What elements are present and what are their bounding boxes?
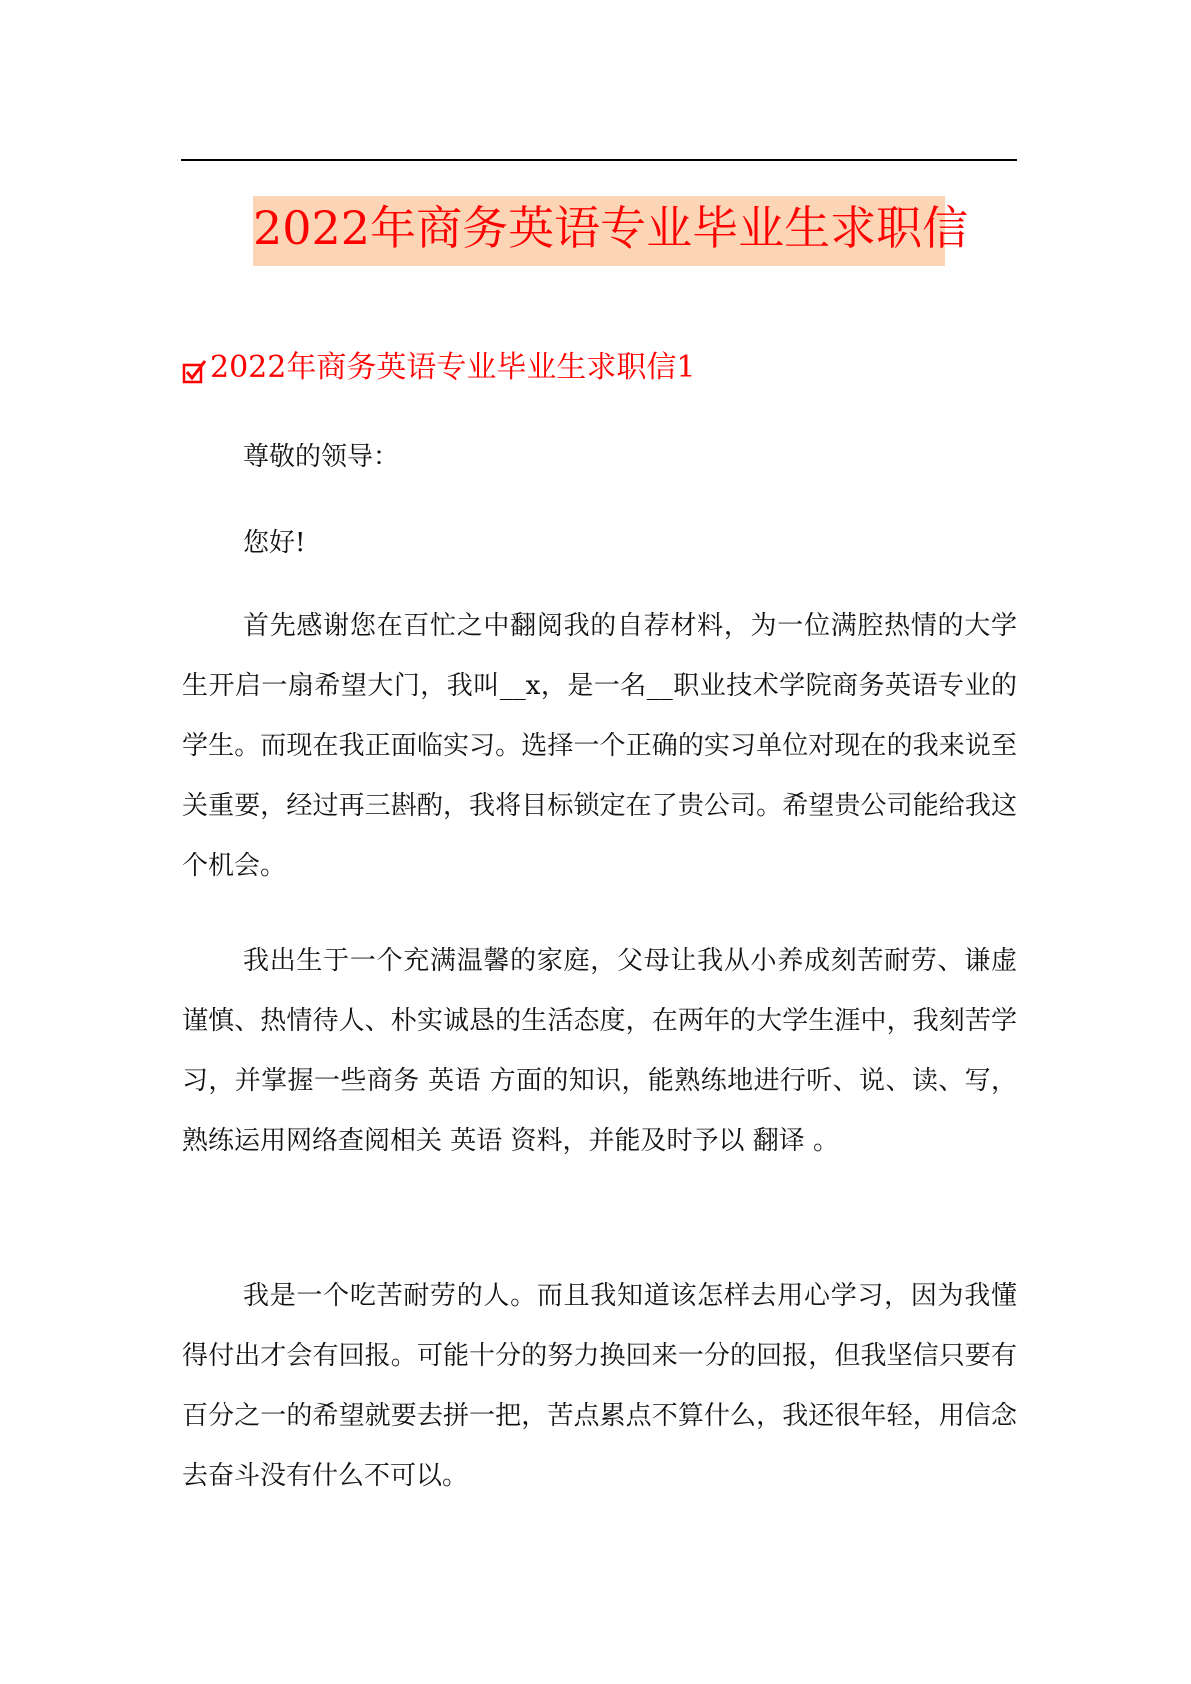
section-heading: [182, 344, 695, 392]
title-highlight: [253, 196, 969, 266]
header-rule: [181, 159, 1017, 161]
checkbox-check-icon: [182, 359, 208, 385]
document-title: 2022年商务英语专业毕业生求职信: [253, 201, 969, 255]
greeting: 您好!: [243, 528, 306, 558]
body-paragraph-1: 首先感谢您在百忙之中翻阅我的自荐材料，为一位满腔热情的大学生开启一扇希望大门，我叫__x，是一名__职业技术学院商务英语专业的学生。而现在我正面临实习。选择一个正确的实习单位对现在的我来说至关重要，经过再三斟酌，我将目标锁定在了贵公司。希望贵公司能给我这个机会。: [182, 611, 1017, 881]
body-paragraph-3: 我是一个吃苦耐劳的人。而且我知道该怎样去用心学习，因为我懂得付出才会有回报。可能十分的努力换回来一分的回报，但我坚信只要有百分之一的希望就要去拼一把，苦点累点不算什么，我还很年轻，用信念去奋斗没有什么不可以。: [182, 1281, 1017, 1491]
body-paragraph-2: 我出生于一个充满温馨的家庭，父母让我从小养成刻苦耐劳、谦虚谨慎、热情待人、朴实诚恳的生活态度，在两年的大学生涯中，我刻苦学习，并掌握一些商务 英语 方面的知识，能熟练地进行听、说、读、写，熟练运用网络查阅相关 英语 资料，并能及时予以 翻译 。: [182, 946, 1017, 1156]
section-title: 2022年商务英语专业毕业生求职信1: [210, 350, 696, 385]
salutation: 尊敬的领导：: [243, 442, 400, 472]
